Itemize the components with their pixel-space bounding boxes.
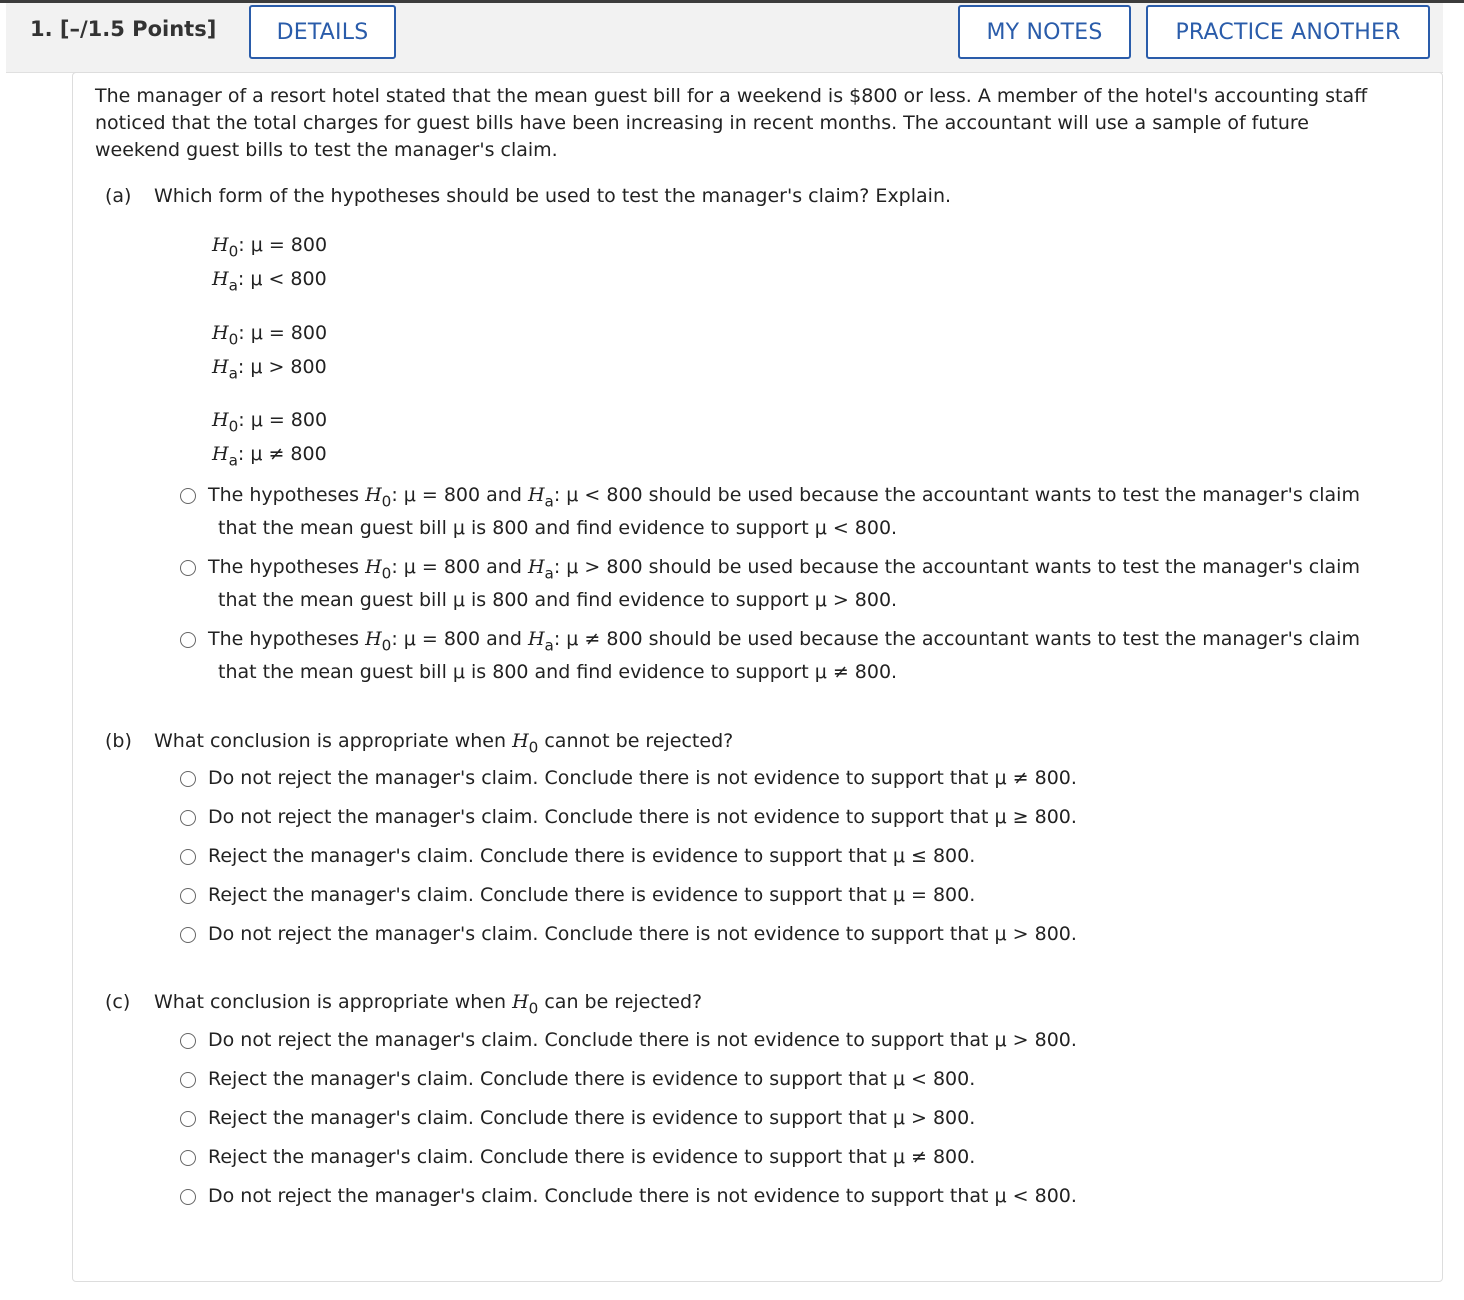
- part-a-option-1-line-1[interactable]: The hypotheses $H_0$: μ = 800 and $H_a$: μ < 800 should be used because the accountant wants to test the manager's claim: [208, 484, 1360, 511]
- hypothesis-set-2-h0: $H_0$: μ = 800: [212, 322, 328, 349]
- part-c-option-2-radio[interactable]: [180, 1072, 196, 1088]
- part-b-option-1[interactable]: Do not reject the manager's claim. Conclude there is not evidence to support that μ ≠ 800.: [208, 767, 1077, 789]
- part-c-question: What conclusion is appropriate when $H_0$ can be rejected?: [154, 991, 703, 1018]
- practice-another-button[interactable]: PRACTICE ANOTHER: [1146, 5, 1430, 59]
- question-number: 1.: [30, 17, 53, 41]
- part-a-option-2-line-1[interactable]: The hypotheses $H_0$: μ = 800 and $H_a$: μ > 800 should be used because the accountant wants to test the manager's claim: [208, 556, 1360, 583]
- hypothesis-set-1-h0: $H_0$: μ = 800: [212, 234, 328, 261]
- part-b-option-4-radio[interactable]: [180, 888, 196, 904]
- part-c-option-4[interactable]: Reject the manager's claim. Conclude there is evidence to support that μ ≠ 800.: [208, 1146, 976, 1168]
- question-title: [30, 17, 216, 41]
- part-b-option-1-radio[interactable]: [180, 771, 196, 787]
- part-b-option-5[interactable]: Do not reject the manager's claim. Conclude there is not evidence to support that μ > 800.: [208, 923, 1077, 945]
- part-c-option-2[interactable]: Reject the manager's claim. Conclude there is evidence to support that μ < 800.: [208, 1068, 976, 1090]
- part-c-option-5[interactable]: Do not reject the manager's claim. Conclude there is not evidence to support that μ < 800.: [208, 1185, 1077, 1207]
- part-c-option-4-radio[interactable]: [180, 1150, 196, 1166]
- part-b-option-5-radio[interactable]: [180, 927, 196, 943]
- part-c-label: (c): [105, 991, 131, 1013]
- part-a-option-1-line-2[interactable]: that the mean guest bill μ is 800 and find evidence to support μ < 800.: [218, 517, 898, 539]
- part-a-option-2-radio[interactable]: [180, 560, 196, 576]
- hypothesis-set-1-ha: $H_a$: μ < 800: [212, 268, 327, 295]
- part-c-option-1[interactable]: Do not reject the manager's claim. Conclude there is not evidence to support that μ > 800.: [208, 1029, 1077, 1051]
- part-c-option-1-radio[interactable]: [180, 1033, 196, 1049]
- part-b-option-2-radio[interactable]: [180, 810, 196, 826]
- question-header: [6, 3, 1443, 73]
- part-c-option-5-radio[interactable]: [180, 1189, 196, 1205]
- hypothesis-set-3-ha: $H_a$: μ ≠ 800: [212, 443, 327, 470]
- intro-line-2: noticed that the total charges for guest bills have been increasing in recent months. The accountant will use a sample of future: [95, 112, 1309, 134]
- my-notes-button[interactable]: MY NOTES: [958, 5, 1131, 59]
- hypothesis-set-3-h0: $H_0$: μ = 800: [212, 409, 328, 436]
- part-b-question: What conclusion is appropriate when $H_0$ cannot be rejected?: [154, 730, 734, 757]
- part-b-option-2[interactable]: Do not reject the manager's claim. Conclude there is not evidence to support that μ ≥ 800.: [208, 806, 1077, 828]
- part-a-label: (a): [105, 185, 132, 207]
- hypothesis-set-2-ha: $H_a$: μ > 800: [212, 356, 327, 383]
- part-a-option-3-radio[interactable]: [180, 632, 196, 648]
- question-points: [–/1.5 Points]: [59, 17, 217, 41]
- part-b-option-3[interactable]: Reject the manager's claim. Conclude there is evidence to support that μ ≤ 800.: [208, 845, 976, 867]
- part-c-option-3-radio[interactable]: [180, 1111, 196, 1127]
- part-a-option-2-line-2[interactable]: that the mean guest bill μ is 800 and find evidence to support μ > 800.: [218, 589, 898, 611]
- part-a-option-3-line-1[interactable]: The hypotheses $H_0$: μ = 800 and $H_a$: μ ≠ 800 should be used because the accountant wants to test the manager's claim: [208, 628, 1360, 655]
- part-c-option-3[interactable]: Reject the manager's claim. Conclude there is evidence to support that μ > 800.: [208, 1107, 976, 1129]
- part-b-option-4[interactable]: Reject the manager's claim. Conclude there is evidence to support that μ = 800.: [208, 884, 976, 906]
- part-b-option-3-radio[interactable]: [180, 849, 196, 865]
- intro-line-1: The manager of a resort hotel stated that the mean guest bill for a weekend is $800 or less. A member of the hotel's accounting staff: [95, 85, 1368, 107]
- part-a-option-1-radio[interactable]: [180, 488, 196, 504]
- intro-line-3: weekend guest bills to test the manager's claim.: [95, 139, 558, 161]
- details-button[interactable]: DETAILS: [249, 5, 396, 59]
- part-a-option-3-line-2[interactable]: that the mean guest bill μ is 800 and find evidence to support μ ≠ 800.: [218, 661, 898, 683]
- part-a-question: Which form of the hypotheses should be used to test the manager's claim? Explain.: [154, 185, 952, 207]
- part-b-label: (b): [105, 730, 132, 752]
